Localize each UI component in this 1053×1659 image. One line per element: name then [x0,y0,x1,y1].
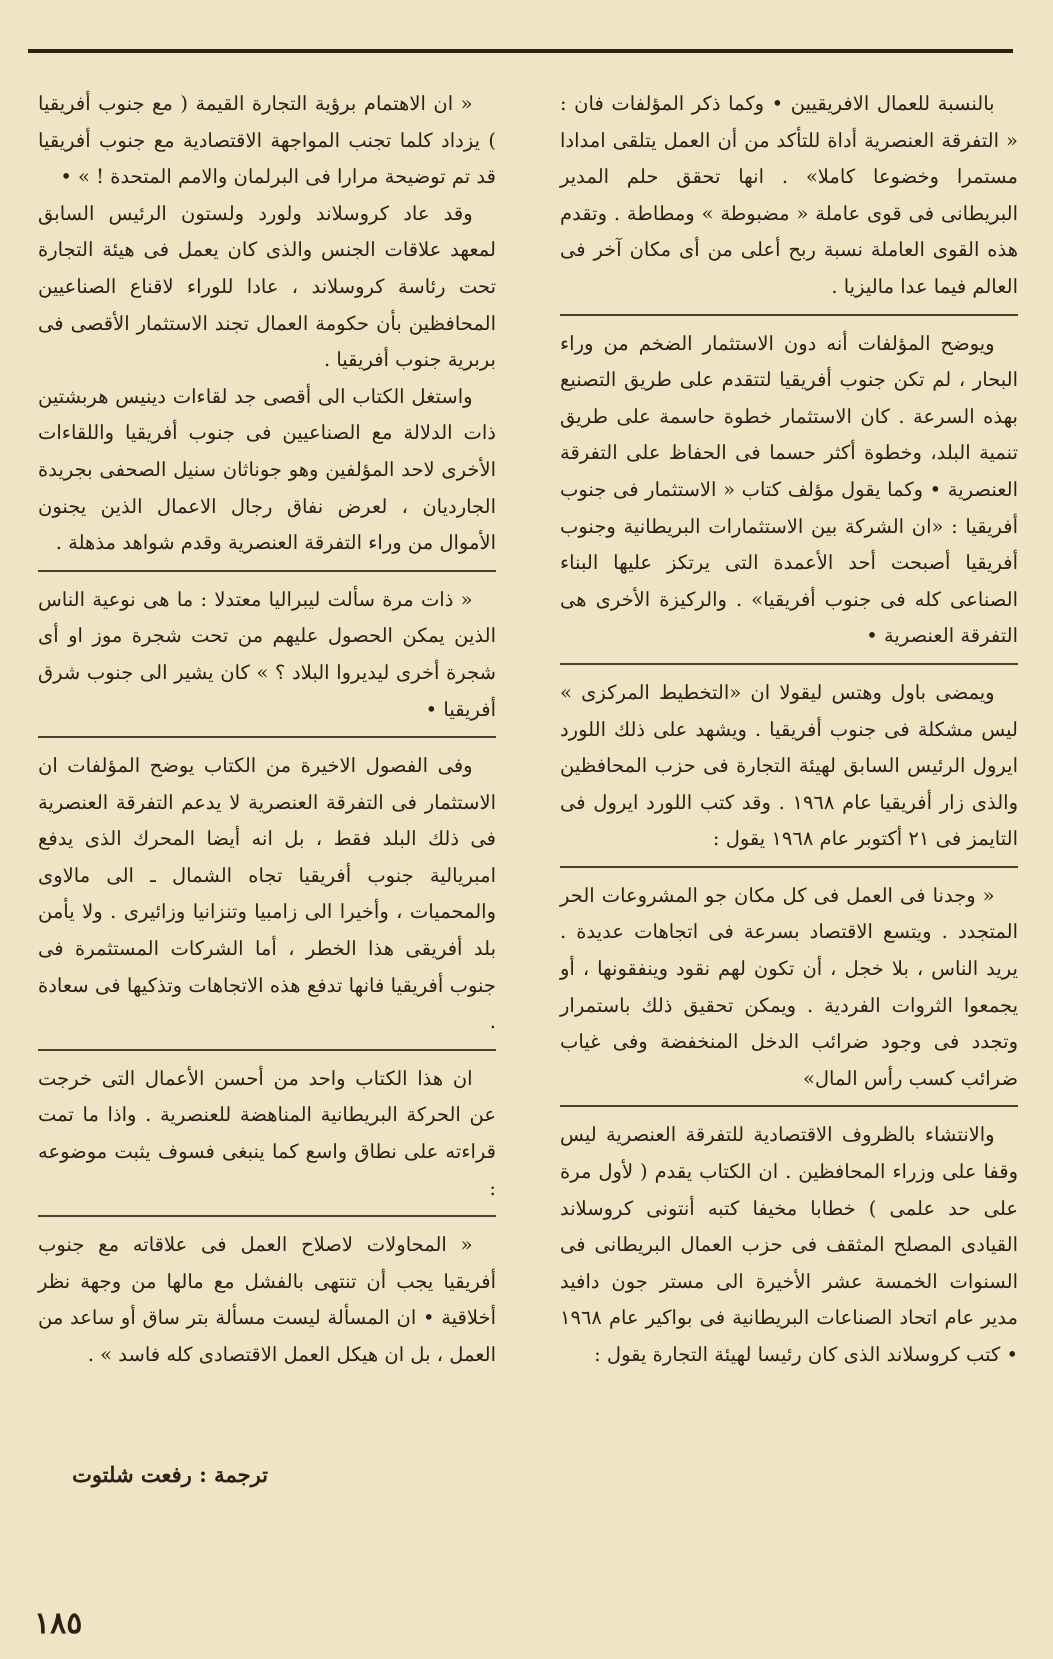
paragraph: والانتشاء بالظروف الاقتصادية للتفرقة العنصرية ليس وقفا على وزراء المحافظين . ان الكتاب يقدم ( لأول مرة على حد علمى ) خطابا مخيفا كتبه أنتونى كروسلاند القيادى المصلح المثقف فى حزب العمال البريطانى فى السنوات الخمسة عشر الأخيرة الى مستر جون دافيد مدير عام اتحاد الصناعات البريطانية فى بواكير عام ١٩٦٨ • كتب كروسلاند الذى كان رئيسا لهيئة التجارة يقول : [560,1123,1018,1366]
paragraph: بالنسبة للعمال الافريقيين • وكما ذكر المؤلفات فان : « التفرقة العنصرية أداة للتأكد من أن العمل يتلقى امدادا مستمرا وخضوعا كاملا» . انها تحقق حلم المدير البريطانى فى قوى عاملة « مضبوطة » ومطاطة . وتقدم هذه القوى العاملة نسبة ربح أعلى من أى مكان آخر فى العالم فيما عدا ماليزيا . [560,92,1018,298]
left-column [38,86,496,1374]
paragraph: « المحاولات لاصلاح العمل فى علاقاته مع جنوب أفريقيا يجب أن تنتهى بالفشل مع مالها من وجهة نظر أخلاقية • ان المسألة ليست مسألة بتر ساق أو ساعد من العمل ، بل ان هيكل العمل الاقتصادى كله فاسد » . [38,1233,496,1366]
paragraph: « وجدنا فى العمل فى كل مكان جو المشروعات الحر المتجدد . ويتسع الاقتصاد بسرعة فى اتجاهات عديدة . يريد الناس ، بلا خجل ، أن تكون لهم نقود وينفقونها ، أو يجمعوا الثروات الفردية . ويمكن تحقيق ذلك باستمرار وتجدد فى وجود ضرائب الدخل المنخفضة وفى غياب ضرائب كسب رأس المال» [560,883,1018,1090]
paragraph: « ذات مرة سألت ليبراليا معتدلا : ما هى نوعية الناس الذين يمكن الحصول عليهم من تحت شجرة موز او أى شجرة أخرى ليديروا البلاد ؟ » كان يشير الى جنوب شرق أفريقيا • [38,587,496,721]
paragraph: ويمضى باول وهتس ليقولا ان «التخطيط المركزى » ليس مشكلة فى جنوب أفريقيا . ويشهد على ذلك اللورد ايرول الرئيس السابق لهيئة التجارة فى حزب المحافظين والذى زار أفريقيا عام ١٩٦٨ . وقد كتب اللورد ايرول فى التايمز فى ٢١ أكتوبر عام ١٩٦٨ يقول : [560,680,1018,851]
paragraph: وفى الفصول الاخيرة من الكتاب يوضح المؤلفات ان الاستثمار فى التفرقة العنصرية لا يدعم التفرقة العنصرية فى ذلك البلد فقط ، بل انه أيضا المحرك الذى يدفع امبريالية جنوب أفريقيا تجاه الشمال ـ الى مالاوى والمحميات ، وأخيرا الى زامبيا وتنزانيا وزائيرى . ولا يأمن بلد أفريقى هذا الخطر ، أما الشركات المستثمرة فى جنوب أفريقيا فانها تدفع هذه الاتجاهات وتذكيها فى سعادة . [38,754,496,1034]
paragraph: « ان الاهتمام برؤية التجارة القيمة ( مع جنوب أفريقيا ) يزداد كلما تجنب المواجهة الاقتصادية مع جنوب أفريقيا قد تم توضيحة مرارا فى البرلمان والامم المتحدة ! » • [38,92,496,189]
paragraph: واستغل الكتاب الى أقصى جد لقاءات دينيس هربشتين ذات الدلالة مع الصناعيين فى جنوب أفريقيا واللقاءات الأخرى لاحد المؤلفين وهو جوناثان سنيل الصحفى بجريدة الجارديان ، لعرض نفاق رجال الاعمال الذين يجنون الأموال من وراء التفرقة العنصرية وقدم شواهد مذهلة . [38,384,496,555]
page-number: ١٨٥ [34,1606,83,1641]
paragraph-divider [38,1215,496,1217]
paragraph-divider [38,736,496,738]
paragraph: ان هذا الكتاب واحد من أحسن الأعمال التى خرجت عن الحركة البريطانية المناهضة للعنصرية . واذا ما تمت قراءته على نطاق واسع كما ينبغى فسوف يثبت موضوعه : [38,1066,496,1200]
paragraph-divider [560,314,1018,316]
paragraph-divider [560,866,1018,868]
paragraph: ويوضح المؤلفات أنه دون الاستثمار الضخم من وراء البحار ، لم تكن جنوب أفريقيا لتتقدم على طريق التصنيع بهذه السرعة . كان الاستثمار خطوة حاسمة على طريق تنمية البلد، وخطوة أكثر حسما فى الحفاظ على التفرقة العنصرية • وكما يقول مؤلف كتاب « الاستثمار فى جنوب أفريقيا : «ان الشركة بين الاستثمارات البريطانية وجنوب أفريقيا أصبحت أحد الأعمدة التى يرتكز عليها البناء الصناعى كله فى جنوب أفريقيا» . والركيزة الأخرى هى التفرقة العنصرية • [560,331,1018,648]
paragraph-divider [38,1049,496,1051]
top-rule [28,49,1013,53]
paragraph: وقد عاد كروسلاند ولورد ولستون الرئيس السابق لمعهد علاقات الجنس والذى كان يعمل فى هيئة التجارة تحت رئاسة كروسلاند ، عادا للوراء لاقناع الصناعيين المحافظين بأن حكومة العمال تجند الاستثمار الأقصى فى بربرية جنوب أفريقيا . [38,201,496,372]
paragraph-divider [560,663,1018,665]
translator-credit: ترجمة : رفعت شلتوت [72,1462,268,1487]
paragraph-divider [38,570,496,572]
paragraph-divider [560,1105,1018,1107]
right-column [560,86,1018,1374]
